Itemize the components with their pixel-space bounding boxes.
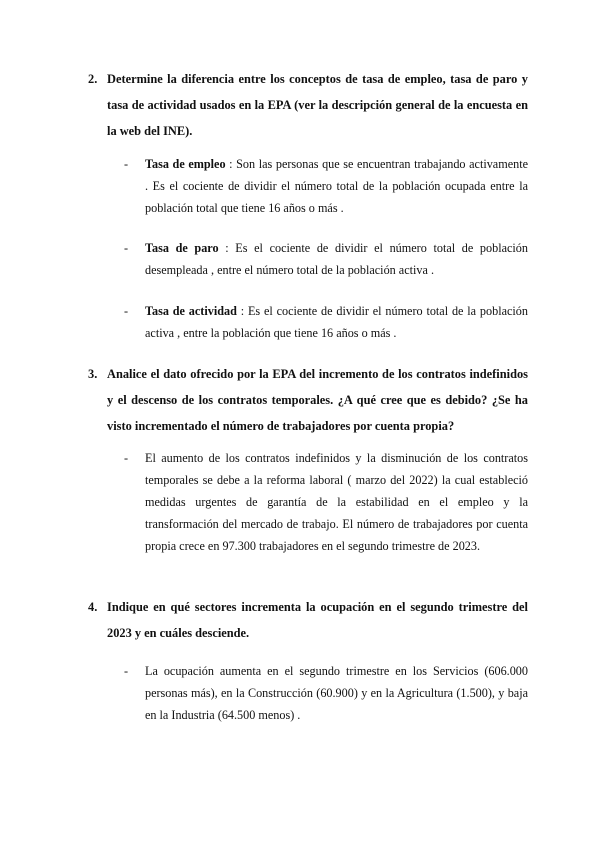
bullet-tasa-actividad xyxy=(124,300,528,344)
term-definition: : Es el cociente de dividir el número total de población desempleada , entre el número total de la población activa . xyxy=(145,241,528,277)
bullet-text xyxy=(145,237,528,281)
bullet-tasa-paro xyxy=(124,237,528,281)
bullet-text xyxy=(145,300,528,344)
bullet-sectores xyxy=(124,660,528,726)
bullet-dash: - xyxy=(124,664,129,678)
term-label: Tasa de actividad xyxy=(145,304,237,318)
bullet-dash: - xyxy=(124,304,129,318)
question-number: 4. xyxy=(88,600,98,614)
question-text: Indique en qué sectores incrementa la ocupación en el segundo trimestre del 2023 y en cuáles desciende. xyxy=(107,600,528,640)
question-3 xyxy=(90,361,528,439)
bullet-dash: - xyxy=(124,241,129,255)
bullet-tasa-empleo xyxy=(124,153,528,219)
question-number: 3. xyxy=(88,367,98,381)
question-4 xyxy=(90,594,528,646)
question-text: Analice el dato ofrecido por la EPA del incremento de los contratos indefinidos y el descenso de los contratos temporales. ¿A qué cree que es debido? ¿Se ha visto incrementado el número de trabajadores por cuenta propia? xyxy=(107,367,528,433)
term-definition: : Son las personas que se encuentran trabajando activamente . Es el cociente de dividir el número total de la población ocupada entre la población total que tiene 16 años o más . xyxy=(145,157,528,215)
bullet-text: El aumento de los contratos indefinidos y la disminución de los contratos temporales se debe a la reforma laboral ( marzo del 2022) la cual estableció medidas urgentes de garantía de la estabilidad en el empleo y la transformación del mercado de trabajo. El número de trabajadores por cuenta propia crece en 97.300 trabajadores en el segundo trimestre de 2023. xyxy=(145,451,528,553)
question-2 xyxy=(90,66,528,144)
term-label: Tasa de empleo xyxy=(145,157,226,171)
question-text: Determine la diferencia entre los conceptos de tasa de empleo, tasa de paro y tasa de actividad usados en la EPA (ver la descripción general de la encuesta en la web del INE). xyxy=(107,72,528,138)
bullet-dash: - xyxy=(124,451,129,465)
bullet-text xyxy=(145,153,528,219)
term-label: Tasa de paro xyxy=(145,241,219,255)
bullet-text: La ocupación aumenta en el segundo trimestre en los Servicios (606.000 personas más), en la Construcción (60.900) y en la Agricultura (1.500), y baja en la Industria (64.500 menos) . xyxy=(145,664,528,722)
bullet-contratos xyxy=(124,447,528,557)
bullet-dash: - xyxy=(124,157,129,171)
question-number: 2. xyxy=(88,72,98,86)
term-definition: : Es el cociente de dividir el número total de la población activa , entre la población que tiene 16 años o más . xyxy=(145,304,528,340)
